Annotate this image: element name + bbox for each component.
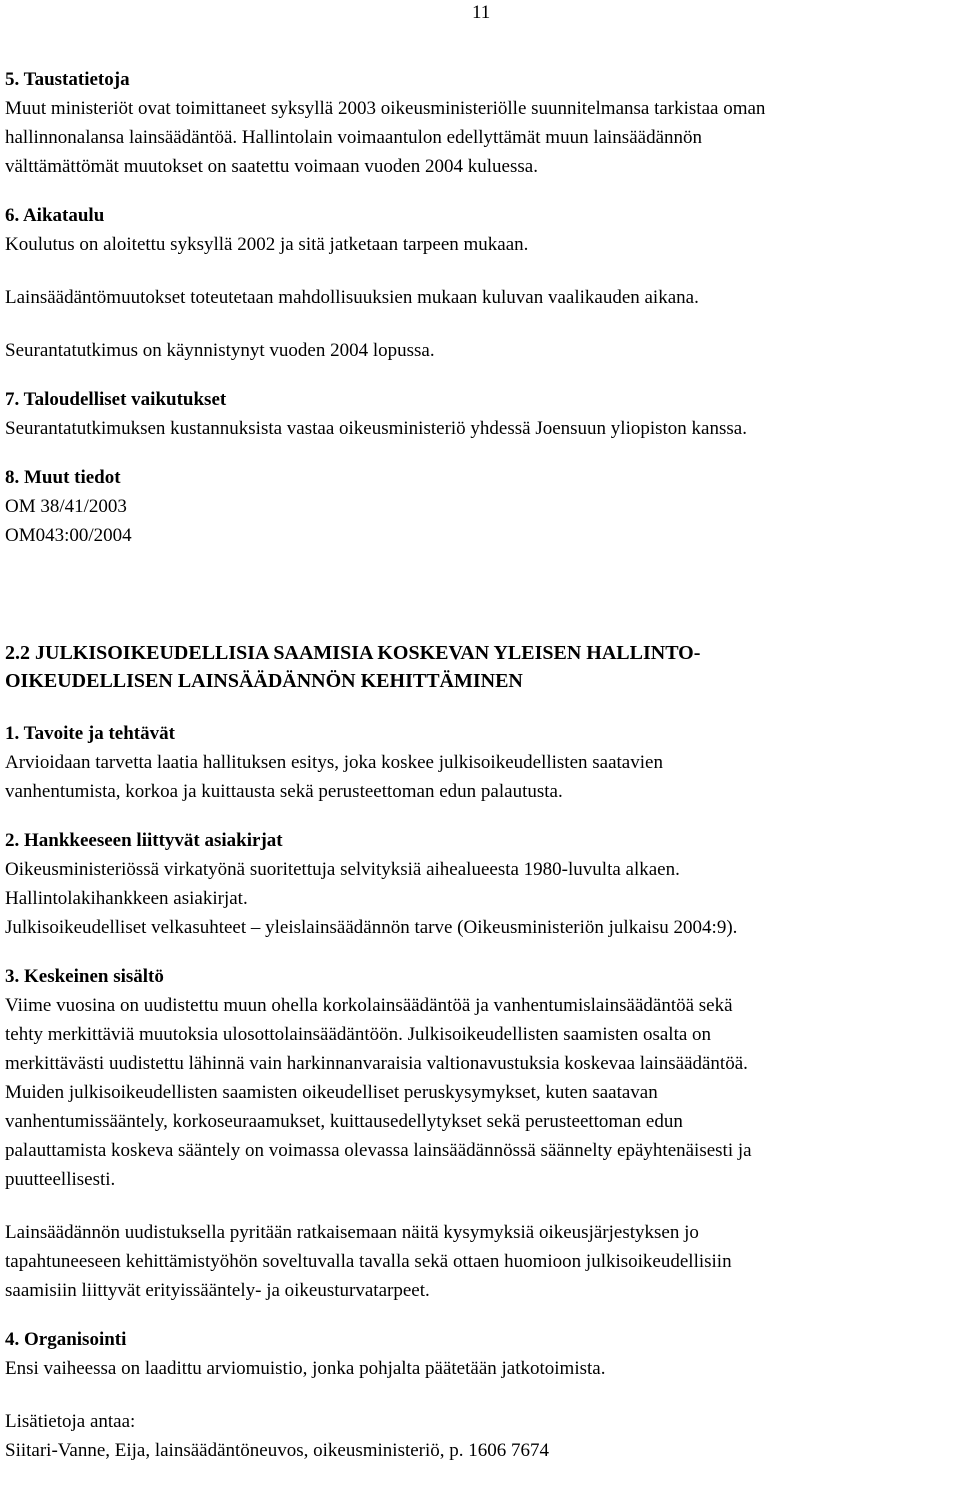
section-heading: 1. Tavoite ja tehtävät	[5, 723, 175, 744]
section-heading: 8. Muut tiedot	[5, 467, 121, 488]
paragraph-line: Oikeusministeriössä virkatyönä suoritettuja selvityksiä aihealueesta 1980-luvulta alkaen.	[5, 859, 680, 880]
section-5	[5, 65, 955, 181]
reference-line: OM 38/41/2003	[5, 496, 127, 517]
section-7	[5, 385, 955, 443]
paragraph-line: tehty merkittäviä muutoksia ulosottolainsäädäntöön. Julkisoikeudellisten saamisten osalta on	[5, 1024, 712, 1045]
paragraph-line: Seurantatutkimus on käynnistynyt vuoden 2004 lopussa.	[5, 340, 435, 361]
paragraph-line: Muiden julkisoikeudellisten saamisten oikeudelliset peruskysymykset, kuten saatavan	[5, 1082, 658, 1103]
paragraph-line: Lainsäädännön uudistuksella pyritään ratkaisemaan näitä kysymyksiä oikeusjärjestyksen jo	[5, 1222, 699, 1243]
subsection-1	[5, 719, 955, 806]
section-heading: 3. Keskeinen sisältö	[5, 966, 164, 987]
paragraph-line: Arvioidaan tarvetta laatia hallituksen esitys, joka koskee julkisoikeudellisten saatavien	[5, 752, 663, 773]
paragraph-line: merkittävästi uudistettu lähinnä vain harkinnanvaraisia valtionavustuksia koskevaa lainsäädäntöä.	[5, 1053, 748, 1074]
subsection-3	[5, 962, 955, 1305]
main-heading-line: 2.2 JULKISOIKEUDELLISIA SAAMISIA KOSKEVAN YLEISEN HALLINTO-	[5, 642, 701, 664]
reference-line: OM043:00/2004	[5, 525, 132, 546]
section-heading: 5. Taustatietoja	[5, 69, 130, 90]
paragraph-line: Lainsäädäntömuutokset toteutetaan mahdollisuuksien mukaan kuluvan vaalikauden aikana.	[5, 287, 699, 308]
subsection-2	[5, 826, 955, 942]
page-number: 11	[472, 2, 491, 23]
document-body	[5, 65, 955, 1465]
paragraph-line: Seurantatutkimuksen kustannuksista vastaa oikeusministeriö yhdessä Joensuun yliopiston kanssa.	[5, 418, 747, 439]
paragraph-line: Viime vuosina on uudistettu muun ohella korkolainsäädäntöä ja vanhentumislainsäädäntöä sekä	[5, 995, 733, 1016]
paragraph-line: saamisiin liittyvät erityissääntely- ja oikeusturvatarpeet.	[5, 1280, 430, 1301]
section-6	[5, 201, 955, 365]
contact-person: Siitari-Vanne, Eija, lainsäädäntöneuvos, oikeusministeriö, p. 1606 7674	[5, 1440, 550, 1461]
paragraph-line: tapahtuneeseen kehittämistyöhön soveltuvalla tavalla sekä ottaen huomioon julkisoikeudellisiin	[5, 1251, 732, 1272]
paragraph-line: Muut ministeriöt ovat toimittaneet syksyllä 2003 oikeusministeriölle suunnitelmansa tarkistaa oman	[5, 98, 766, 119]
paragraph-line: välttämättömät muutokset on saatettu voimaan vuoden 2004 kuluessa.	[5, 156, 538, 177]
section-heading: 4. Organisointi	[5, 1329, 127, 1350]
section-2-2-title	[5, 639, 955, 695]
paragraph-line: palauttamista koskeva sääntely on voimassa olevassa lainsäädännössä säännelty epäyhtenäisesti ja	[5, 1140, 752, 1161]
section-8	[5, 463, 955, 550]
paragraph-line: vanhentumissääntely, korkoseuraamukset, kuittausedellytykset sekä perusteettoman edun	[5, 1111, 683, 1132]
section-heading: 6. Aikataulu	[5, 205, 105, 226]
paragraph-line: Hallintolakihankkeen asiakirjat.	[5, 888, 248, 909]
contact-label: Lisätietoja antaa:	[5, 1411, 136, 1432]
section-heading: 2. Hankkeeseen liittyvät asiakirjat	[5, 830, 283, 851]
contact-info	[5, 1407, 955, 1465]
subsection-4	[5, 1325, 955, 1383]
paragraph-line: Ensi vaiheessa on laadittu arviomuistio, jonka pohjalta päätetään jatkotoimista.	[5, 1358, 606, 1379]
paragraph-line: Koulutus on aloitettu syksyllä 2002 ja sitä jatketaan tarpeen mukaan.	[5, 234, 529, 255]
section-heading: 7. Taloudelliset vaikutukset	[5, 389, 227, 410]
main-heading-line: OIKEUDELLISEN LAINSÄÄDÄNNÖN KEHITTÄMINEN	[5, 670, 523, 692]
paragraph-line: hallinnonalansa lainsäädäntöä. Hallintolain voimaantulon edellyttämät muun lainsäädännön	[5, 127, 702, 148]
paragraph-line: puutteellisesti.	[5, 1169, 116, 1190]
paragraph-line: vanhentumista, korkoa ja kuittausta sekä perusteettoman edun palautusta.	[5, 781, 563, 802]
paragraph-line: Julkisoikeudelliset velkasuhteet – yleislainsäädännön tarve (Oikeusministeriön julkaisu 2004:9).	[5, 917, 738, 938]
